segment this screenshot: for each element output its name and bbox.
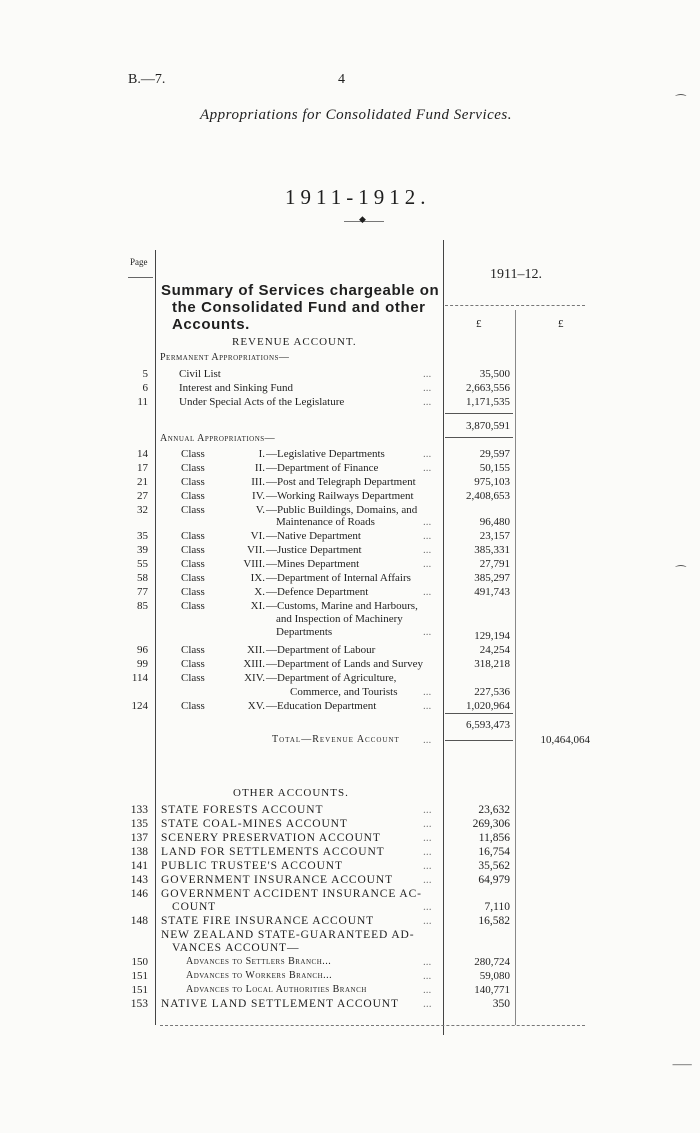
class-word: Class xyxy=(181,448,205,460)
summary-title-line-3: Accounts. xyxy=(172,316,250,333)
other-account-row xyxy=(0,997,700,1011)
class-word: Class xyxy=(181,700,205,712)
page-ref: 143 xyxy=(130,874,148,886)
annual-subtotal-row xyxy=(0,718,700,732)
row-amount: 50,155 xyxy=(479,462,510,474)
annual-row xyxy=(0,461,700,475)
annual-row xyxy=(0,643,700,657)
account-label: STATE FIRE INSURANCE ACCOUNT xyxy=(161,915,375,927)
advances-label: Advances to Settlers Branch... xyxy=(186,956,332,967)
row-amount: 1,171,535 xyxy=(466,396,510,408)
page-ref: 58 xyxy=(137,572,148,584)
advances-row xyxy=(0,955,700,969)
page-ref: 85 xyxy=(137,600,148,612)
leader-dots: ... xyxy=(423,462,432,474)
leader-dots: ... xyxy=(423,530,432,542)
account-label: SCENERY PRESERVATION ACCOUNT xyxy=(161,832,381,844)
year-title: 1911-1912. xyxy=(285,185,431,209)
class-numeral: I. xyxy=(258,448,265,460)
row-amount: 2,663,556 xyxy=(466,382,510,394)
page-ref: 151 xyxy=(131,970,148,982)
leader-dots: ... xyxy=(423,804,432,816)
page-ref: 96 xyxy=(137,644,148,656)
annual-row xyxy=(0,489,700,503)
other-account-row xyxy=(0,928,700,942)
page-ref: 150 xyxy=(131,956,148,968)
permanent-row xyxy=(0,395,700,409)
class-label: —Legislative Departments xyxy=(266,448,385,460)
total-revenue-row xyxy=(0,733,700,747)
page-header-rule xyxy=(128,277,153,278)
page-ref: 21 xyxy=(137,476,148,488)
leader-dots: ... xyxy=(423,544,432,556)
page-ref: 151 xyxy=(131,984,148,996)
class-label-continued: Commerce, and Tourists xyxy=(290,686,398,698)
class-label-continued: Maintenance of Roads xyxy=(276,516,375,528)
account-label: LAND FOR SETTLEMENTS ACCOUNT xyxy=(161,846,385,858)
class-numeral: IX. xyxy=(250,572,265,584)
annual-row xyxy=(0,657,700,671)
row-amount: 350 xyxy=(492,998,510,1010)
class-label: —Department of Agriculture, xyxy=(266,672,397,684)
class-numeral: VII. xyxy=(246,544,265,556)
other-account-row xyxy=(0,803,700,817)
page-ref: 138 xyxy=(130,846,148,858)
leader-dots: ... xyxy=(423,901,432,913)
page-ref: 17 xyxy=(137,462,148,474)
other-accounts-heading: OTHER ACCOUNTS. xyxy=(233,787,349,799)
leader-dots: ... xyxy=(423,396,432,408)
class-label: —Customs, Marine and Harbours, xyxy=(266,600,418,612)
subtotal-rule xyxy=(445,413,513,414)
margin-mark: ⸺ xyxy=(672,1057,693,1071)
leader-dots: ... xyxy=(423,832,432,844)
class-label: —Post and Telegraph Department xyxy=(266,476,416,488)
leader-dots: ... xyxy=(423,998,432,1010)
total-revenue-label: Total—Revenue Account xyxy=(272,734,400,745)
annual-row xyxy=(0,543,700,557)
page-ref: 153 xyxy=(130,998,148,1010)
summary-title-line-1: Summary of Services chargeable on xyxy=(161,282,440,299)
class-numeral: IV. xyxy=(252,490,265,502)
annual-subtotal: 6,593,473 xyxy=(466,719,510,731)
row-amount: 129,194 xyxy=(474,630,510,642)
leader-dots: ... xyxy=(423,970,432,982)
class-numeral: XV. xyxy=(247,700,265,712)
class-label: —Working Railways Department xyxy=(266,490,414,502)
pound-sign-left: £ xyxy=(476,318,482,330)
class-word: Class xyxy=(181,504,205,516)
account-label: STATE COAL-MINES ACCOUNT xyxy=(161,818,348,830)
row-amount: 16,754 xyxy=(478,846,510,858)
other-account-row-continuation xyxy=(0,900,700,914)
row-amount: 491,743 xyxy=(474,586,510,598)
subtotal-rule xyxy=(445,713,513,714)
advances-label: Advances to Workers Branch... xyxy=(186,970,333,981)
row-amount: 35,500 xyxy=(479,368,510,380)
annual-appropriations-heading: Annual Appropriations— xyxy=(160,433,276,444)
annual-row xyxy=(0,599,700,613)
page-ref: 99 xyxy=(137,658,148,670)
class-numeral: III. xyxy=(251,476,265,488)
class-numeral: X. xyxy=(254,586,265,598)
row-label: Civil List xyxy=(179,368,221,380)
class-numeral: XI. xyxy=(250,600,265,612)
class-label: —Native Department xyxy=(266,530,361,542)
leader-dots: ... xyxy=(423,558,432,570)
page-ref: 141 xyxy=(130,860,148,872)
class-numeral: VI. xyxy=(250,530,265,542)
annual-row-continuation xyxy=(0,515,700,529)
leader-dots: ... xyxy=(423,734,432,746)
leader-dots: ... xyxy=(423,368,432,380)
annual-row xyxy=(0,585,700,599)
annual-row xyxy=(0,529,700,543)
leader-dots: ... xyxy=(423,860,432,872)
class-label: —Mines Department xyxy=(266,558,360,570)
annual-row xyxy=(0,699,700,713)
row-amount: 2,408,653 xyxy=(466,490,510,502)
account-label: GOVERNMENT ACCIDENT INSURANCE AC- xyxy=(161,888,422,900)
row-amount: 59,080 xyxy=(479,970,510,982)
page-ref: 11 xyxy=(137,396,148,408)
class-word: Class xyxy=(181,658,205,670)
class-numeral: XIV. xyxy=(244,672,265,684)
row-amount: 1,020,964 xyxy=(466,700,510,712)
row-label: Interest and Sinking Fund xyxy=(179,382,293,394)
leader-dots: ... xyxy=(423,700,432,712)
total-rule xyxy=(445,740,513,741)
subtotal-rule xyxy=(445,437,513,438)
row-label: Under Special Acts of the Legislature xyxy=(179,396,345,408)
class-label: —Department of Internal Affairs xyxy=(266,572,411,584)
class-label-continued: and Inspection of Machinery xyxy=(276,613,403,625)
other-account-row xyxy=(0,817,700,831)
leader-dots: ... xyxy=(423,586,432,598)
page-subtitle: Appropriations for Consolidated Fund Services. xyxy=(200,107,513,123)
class-label: —Education Department xyxy=(266,700,377,712)
class-numeral: XIII. xyxy=(243,658,265,670)
other-account-row xyxy=(0,914,700,928)
class-label: —Justice Department xyxy=(266,544,362,556)
class-numeral: V. xyxy=(255,504,265,516)
page-ref: 137 xyxy=(130,832,148,844)
leader-dots: ... xyxy=(423,846,432,858)
margin-mark: ⁀ xyxy=(676,565,686,579)
annual-row xyxy=(0,671,700,685)
page-column-header: Page xyxy=(130,257,148,267)
leader-dots: ... xyxy=(423,516,432,528)
other-account-row xyxy=(0,887,700,901)
class-word: Class xyxy=(181,530,205,542)
page-ref: 77 xyxy=(137,586,148,598)
title-ornament: ◆ xyxy=(359,214,366,224)
row-amount: 269,306 xyxy=(472,818,510,830)
year-column-header: 1911–12. xyxy=(490,267,542,282)
margin-mark: ⁀ xyxy=(676,94,686,108)
advances-label: Advances to Local Authorities Branch xyxy=(186,984,367,995)
row-amount: 24,254 xyxy=(479,644,510,656)
row-amount: 7,110 xyxy=(484,901,510,913)
account-label: NATIVE LAND SETTLEMENT ACCOUNT xyxy=(161,998,399,1010)
annual-row-amount xyxy=(0,629,700,643)
row-amount: 975,103 xyxy=(474,476,510,488)
account-label-continued: VANCES ACCOUNT— xyxy=(172,942,300,954)
row-amount: 16,582 xyxy=(478,915,510,927)
leader-dots: ... xyxy=(423,448,432,460)
class-label: —Department of Labour xyxy=(266,644,376,656)
annual-row-continuation xyxy=(0,612,700,626)
advances-row xyxy=(0,969,700,983)
class-numeral: XII. xyxy=(246,644,265,656)
other-account-row xyxy=(0,873,700,887)
annual-row xyxy=(0,571,700,585)
page-ref: 133 xyxy=(130,804,148,816)
annual-row-continuation xyxy=(0,685,700,699)
leader-dots: ... xyxy=(423,956,432,968)
page-ref: 114 xyxy=(131,672,148,684)
permanent-appropriations-heading: Permanent Appropriations— xyxy=(160,352,290,363)
permanent-subtotal-row xyxy=(0,419,700,433)
annual-row xyxy=(0,447,700,461)
row-amount: 27,791 xyxy=(479,558,510,570)
row-amount: 385,297 xyxy=(474,572,510,584)
row-amount: 96,480 xyxy=(479,516,510,528)
other-account-row-continuation xyxy=(0,941,700,955)
report-code: B.—7. xyxy=(128,72,166,87)
year-header-rule xyxy=(445,305,585,306)
class-word: Class xyxy=(181,490,205,502)
row-amount: 318,218 xyxy=(474,658,510,670)
page-ref: 32 xyxy=(137,504,148,516)
page-ref: 6 xyxy=(142,382,148,394)
class-word: Class xyxy=(181,586,205,598)
grand-total-amount: 10,464,064 xyxy=(540,734,590,746)
account-label: NEW ZEALAND STATE-GUARANTEED AD- xyxy=(161,929,415,941)
page-ref: 135 xyxy=(130,818,148,830)
leader-dots: ... xyxy=(423,686,432,698)
permanent-row xyxy=(0,367,700,381)
page-ref: 35 xyxy=(137,530,148,542)
permanent-row xyxy=(0,381,700,395)
class-word: Class xyxy=(181,544,205,556)
class-label-continued: Departments xyxy=(276,626,333,638)
annual-row xyxy=(0,475,700,489)
row-amount: 29,597 xyxy=(479,448,510,460)
class-word: Class xyxy=(181,672,205,684)
row-amount: 227,536 xyxy=(474,686,510,698)
row-amount: 23,157 xyxy=(479,530,510,542)
class-label: —Public Buildings, Domains, and xyxy=(266,504,418,516)
class-label: —Department of Lands and Survey xyxy=(266,658,424,670)
row-amount: 385,331 xyxy=(474,544,510,556)
account-label: GOVERNMENT INSURANCE ACCOUNT xyxy=(161,874,393,886)
leader-dots: ... xyxy=(423,915,432,927)
annual-row xyxy=(0,557,700,571)
account-label: PUBLIC TRUSTEE'S ACCOUNT xyxy=(161,860,343,872)
pound-sign-right: £ xyxy=(558,318,564,330)
class-word: Class xyxy=(181,476,205,488)
summary-title-line-2: the Consolidated Fund and other xyxy=(172,299,426,316)
row-amount: 11,856 xyxy=(478,832,510,844)
account-label: STATE FORESTS ACCOUNT xyxy=(161,804,324,816)
row-amount: 64,979 xyxy=(478,874,510,886)
other-account-row xyxy=(0,831,700,845)
class-numeral: VIII. xyxy=(243,558,265,570)
class-word: Class xyxy=(181,600,205,612)
row-amount: 280,724 xyxy=(474,956,510,968)
page-number: 4 xyxy=(338,72,345,87)
leader-dots: ... xyxy=(423,382,432,394)
account-label-continued: COUNT xyxy=(172,901,217,913)
class-label: —Defence Department xyxy=(266,586,369,598)
table-bottom-rule xyxy=(160,1025,585,1026)
leader-dots: ... xyxy=(423,984,432,996)
class-word: Class xyxy=(181,644,205,656)
page-ref: 55 xyxy=(137,558,148,570)
page-ref: 124 xyxy=(131,700,148,712)
class-word: Class xyxy=(181,462,205,474)
leader-dots: ... xyxy=(423,874,432,886)
page-ref: 146 xyxy=(130,888,148,900)
class-numeral: II. xyxy=(254,462,265,474)
class-word: Class xyxy=(181,558,205,570)
page-ref: 148 xyxy=(130,915,148,927)
row-amount: 140,771 xyxy=(474,984,510,996)
class-label: —Department of Finance xyxy=(266,462,379,474)
permanent-subtotal: 3,870,591 xyxy=(466,420,510,432)
class-word: Class xyxy=(181,572,205,584)
page-ref: 5 xyxy=(142,368,148,380)
leader-dots: ... xyxy=(423,626,432,638)
row-amount: 35,562 xyxy=(478,860,510,872)
page-ref: 39 xyxy=(137,544,148,556)
row-amount: 23,632 xyxy=(478,804,510,816)
revenue-account-heading: REVENUE ACCOUNT. xyxy=(232,336,357,348)
page-ref: 27 xyxy=(137,490,148,502)
advances-row xyxy=(0,983,700,997)
leader-dots: ... xyxy=(423,818,432,830)
other-account-row xyxy=(0,845,700,859)
other-account-row xyxy=(0,859,700,873)
page-ref: 14 xyxy=(137,448,148,460)
